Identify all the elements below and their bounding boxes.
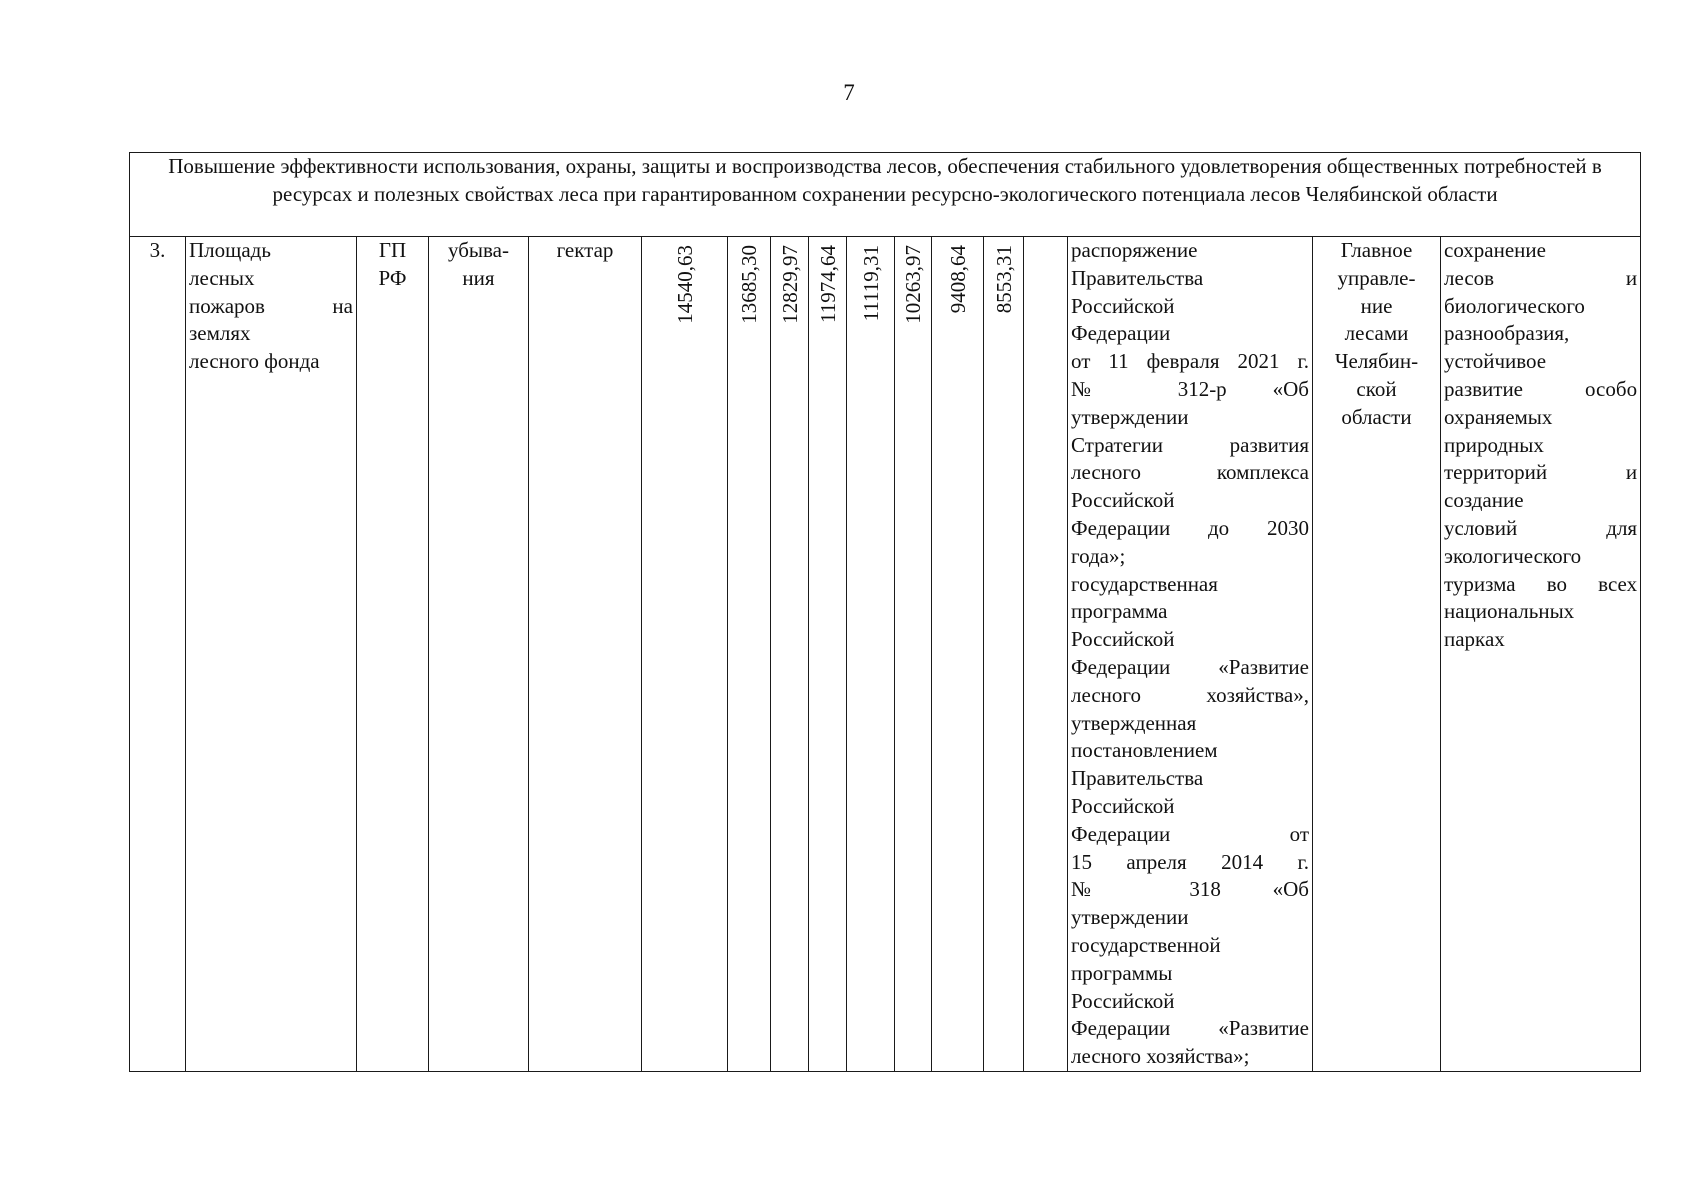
page-number: 7 (843, 80, 855, 105)
indicator-line: Площадь (189, 238, 271, 262)
indicator-name-cell (186, 237, 357, 1072)
value-year-7 (992, 245, 1016, 313)
document-cell (1068, 237, 1313, 1072)
responsible-line: Главное (1340, 238, 1413, 262)
document-line: распоряжение (1071, 238, 1198, 262)
document-line: Федерации «Развитие (1071, 1016, 1309, 1041)
responsible-line: Челябин- (1334, 349, 1419, 374)
indicator-row (130, 237, 1641, 1072)
document-line: Российской (1071, 627, 1175, 652)
document-line: Федерации до 2030 (1071, 515, 1309, 540)
value-cell-8 (1024, 237, 1068, 1072)
value-cell-2 (771, 237, 809, 1072)
source-cell (357, 237, 429, 1072)
document-line: года»; (1071, 543, 1126, 568)
responsible-line: области (1341, 404, 1412, 429)
unit-cell: гектар (529, 237, 642, 1072)
goal-line: территорий и (1444, 460, 1638, 485)
document-line: утверждении (1071, 905, 1189, 930)
value-cell-5 (895, 237, 932, 1072)
value-base (673, 245, 697, 324)
goal-line: условий для (1444, 515, 1638, 540)
row-number: 3. (130, 237, 186, 1072)
goal-line: охраняемых (1444, 404, 1553, 429)
responsible-line: лесами (1344, 321, 1409, 346)
goal-line: парках (1444, 627, 1505, 652)
document-line: 15 апреля 2014 г. (1071, 849, 1309, 874)
value-year-6 (946, 245, 970, 313)
document-line: лесного хозяйства», (1071, 682, 1309, 707)
document-line: от 11 февраля 2021 г. (1071, 349, 1309, 374)
goal-line: лесов и (1444, 265, 1638, 290)
document-line: Российской (1071, 293, 1175, 318)
document-line: Российской (1071, 988, 1175, 1013)
value-cell-4 (847, 237, 895, 1072)
value-cell-3 (809, 237, 847, 1072)
document-line: Стратегии развития (1071, 432, 1309, 457)
document-line: лесного комплекса (1071, 460, 1309, 485)
source-line: РФ (378, 265, 407, 290)
document-line: Российской (1071, 793, 1175, 818)
section-header: Повышение эффективности использования, охраны, защиты и воспроизводства лесов, обеспечения стабильного удовлетворения общественных потребностей в ресурсах и полезных свойствах леса при гарантированном сохранении ресурсно-экологического потенциала лесов Челябинской области (130, 153, 1641, 237)
value-text: 8553,31 (991, 245, 1016, 314)
document-line: постановлением (1071, 738, 1218, 763)
indicator-line: лесных (189, 265, 255, 290)
document-line: Федерации «Развитие (1071, 654, 1309, 679)
value-text: 12829,97 (777, 245, 802, 324)
value-cell-7 (984, 237, 1024, 1072)
document-line: № 318 «Об (1071, 877, 1309, 902)
goal-line: развитие особо (1444, 376, 1638, 401)
direction-line: убыва- (448, 238, 509, 262)
direction-line: ния (462, 265, 495, 290)
value-cell-6 (932, 237, 984, 1072)
goal-line: создание (1444, 488, 1524, 513)
value-year-3 (816, 245, 840, 323)
value-year-2 (778, 245, 802, 324)
document-line: № 312-р «Об (1071, 376, 1309, 401)
document-line: Правительства (1071, 766, 1204, 791)
document-line: утверждении (1071, 404, 1189, 429)
value-year-5 (901, 245, 925, 324)
indicator-line: лесного фонда (189, 349, 320, 374)
document-line: программа (1071, 599, 1168, 624)
indicator-line: землях (189, 321, 251, 346)
goal-line: экологического (1444, 543, 1582, 568)
value-text: 11974,64 (815, 245, 840, 323)
document-line: Федерации (1071, 321, 1171, 346)
document-line: программы (1071, 960, 1173, 985)
value-text: 11119,31 (858, 245, 883, 322)
responsible-cell (1313, 237, 1441, 1072)
responsible-line: ской (1356, 376, 1397, 401)
goal-line: сохранение (1444, 238, 1546, 262)
document-line: утвержденная (1071, 710, 1197, 735)
program-indicators-table (129, 152, 1641, 1072)
indicator-line: пожаров на (189, 293, 353, 318)
goal-line: национальных (1444, 599, 1575, 624)
value-cell-base (642, 237, 728, 1072)
responsible-line: ние (1360, 293, 1393, 318)
value-text: 14540,63 (672, 245, 697, 324)
document-line: Федерации от (1071, 821, 1309, 846)
goal-line: устойчивое (1444, 349, 1547, 374)
goal-cell (1441, 237, 1641, 1072)
value-text: 10263,97 (901, 245, 925, 324)
value-text: 9408,64 (945, 245, 970, 314)
value-text: 13685,30 (737, 245, 761, 324)
document-line: государственной (1071, 932, 1221, 957)
section-header-row (130, 153, 1641, 237)
goal-line: природных (1444, 432, 1544, 457)
document-line: государственная (1071, 571, 1218, 596)
responsible-line: управле- (1337, 265, 1416, 290)
direction-cell (429, 237, 529, 1072)
value-cell-1 (728, 237, 771, 1072)
goal-line: разнообразия, (1444, 321, 1570, 346)
goal-line: биологического (1444, 293, 1585, 318)
goal-line: туризма во всех (1444, 571, 1638, 596)
value-year-4 (859, 245, 883, 321)
source-line: ГП (378, 238, 407, 262)
document-line: лесного хозяйства»; (1071, 1044, 1250, 1069)
document-line: Российской (1071, 488, 1175, 513)
document-line: Правительства (1071, 265, 1204, 290)
value-year-1 (737, 245, 761, 324)
